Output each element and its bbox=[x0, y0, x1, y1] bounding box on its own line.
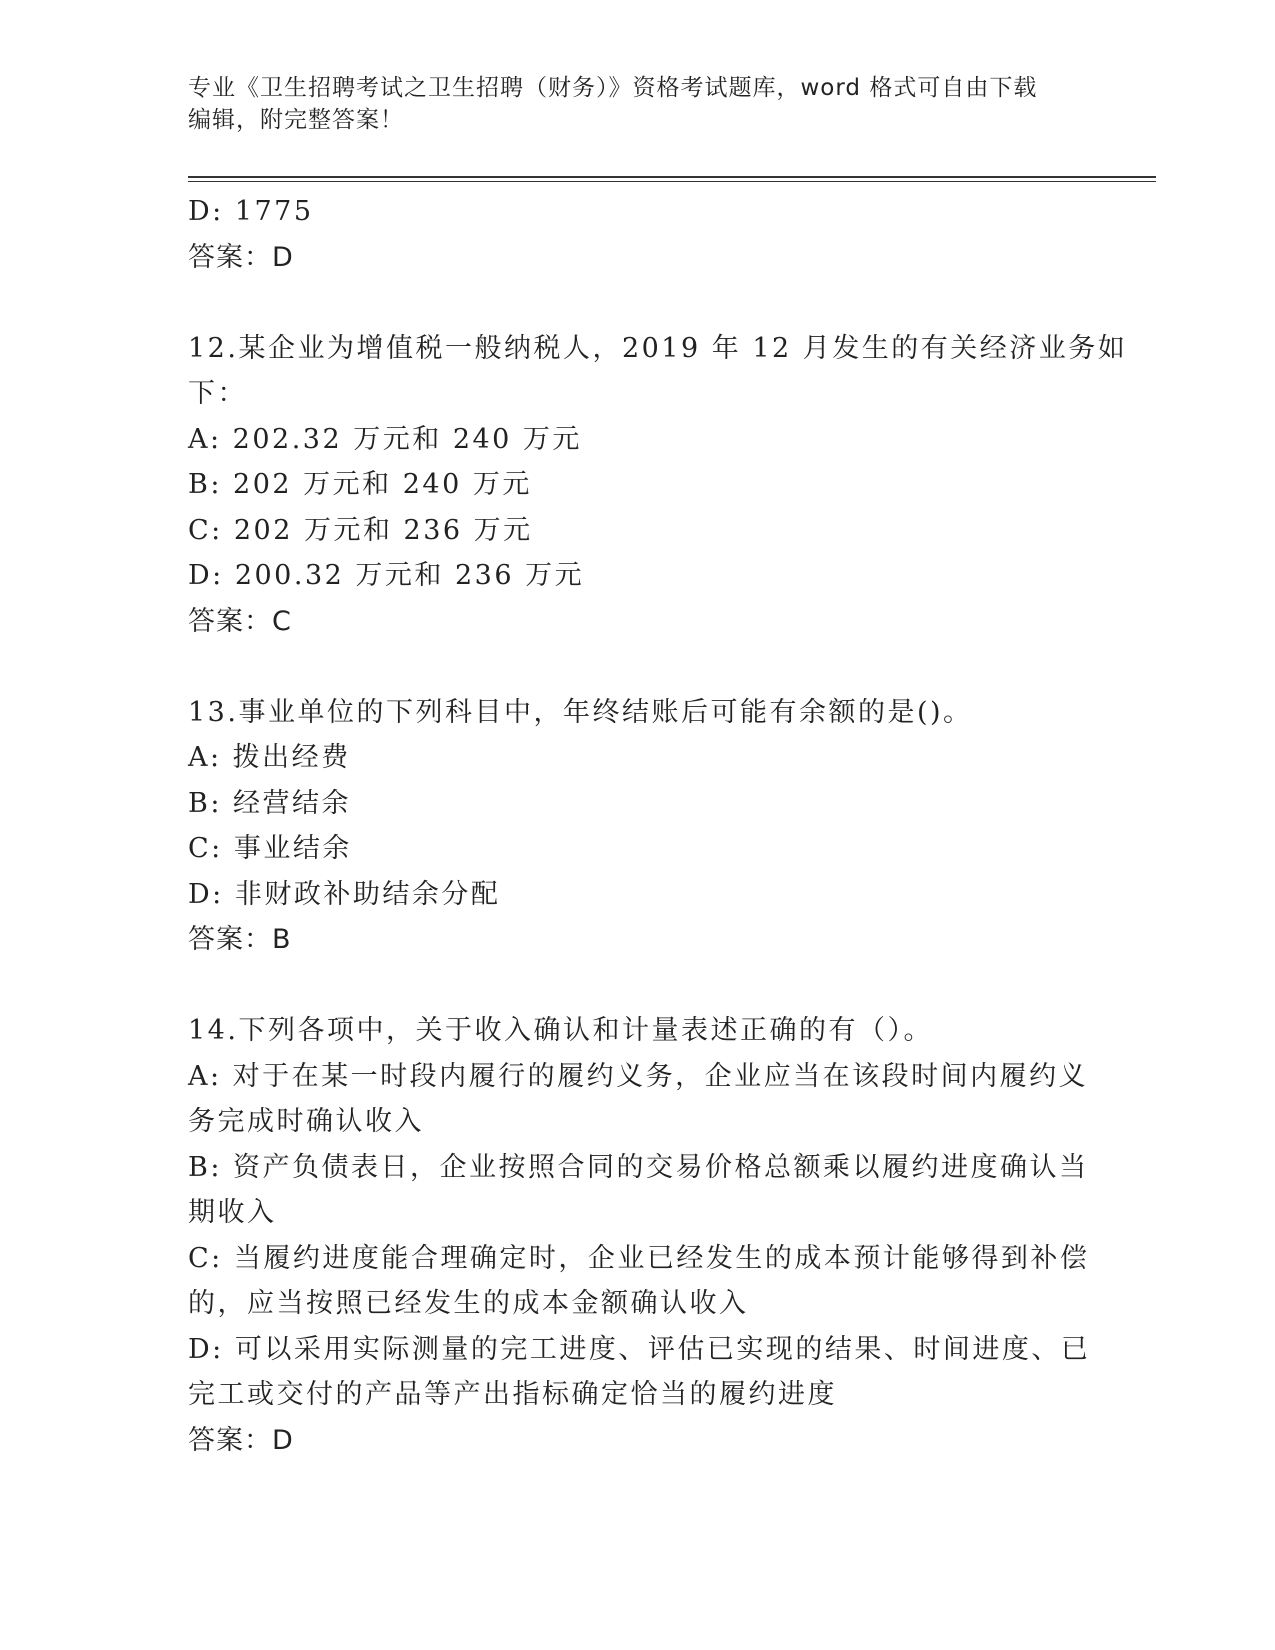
header-line-2: 编辑，附完整答案！ bbox=[188, 107, 404, 133]
question-stem-cont: 下： bbox=[188, 378, 247, 409]
question-13 bbox=[188, 690, 1088, 963]
header-line-1: 专业《卫生招聘考试之卫生招聘（财务）》资格考试题库，word 格式可自由下载 bbox=[188, 75, 1038, 101]
question-stem: 12.某企业为增值税一般纳税人，2019 年 12 月发生的有关经济业务如 bbox=[188, 332, 1128, 364]
answer-label: 答案：B bbox=[188, 924, 292, 955]
option-d: D: 非财政补助结余分配 bbox=[188, 878, 501, 910]
option-c-cont: 的，应当按照已经发生的成本金额确认收入 bbox=[188, 1288, 749, 1319]
option-b: B: 经营结余 bbox=[188, 787, 352, 819]
question-11-tail bbox=[188, 189, 1088, 280]
question-list bbox=[188, 189, 1128, 1463]
question-stem: 14.下列各项中，关于收入确认和计量表述正确的有（）。 bbox=[188, 1015, 933, 1046]
option-a: A: 202.32 万元和 240 万元 bbox=[188, 423, 582, 455]
option-b: B: 202 万元和 240 万元 bbox=[188, 469, 532, 500]
question-12 bbox=[188, 326, 1128, 645]
answer-label: 答案：D bbox=[188, 241, 294, 273]
option-a: A: 对于在某一时段内履行的履约义务，企业应当在该段时间内履约义 bbox=[188, 1060, 1089, 1092]
answer-label: 答案：D bbox=[188, 1424, 294, 1456]
header-rule-thin bbox=[188, 181, 1156, 182]
question-14 bbox=[188, 1008, 1091, 1463]
option-a-cont: 务完成时确认收入 bbox=[188, 1106, 424, 1137]
option-c: C: 202 万元和 236 万元 bbox=[188, 514, 533, 546]
option-b-cont: 期收入 bbox=[188, 1197, 277, 1228]
question-stem: 13.事业单位的下列科目中，年终结账后可能有余额的是()。 bbox=[188, 696, 973, 728]
option-d-cont: 完工或交付的产品等产出指标确定恰当的履约进度 bbox=[188, 1379, 837, 1410]
option-b: B: 资产负债表日，企业按照合同的交易价格总额乘以履约进度确认当 bbox=[188, 1151, 1089, 1183]
option-d: D: 可以采用实际测量的完工进度、评估已实现的结果、时间进度、已 bbox=[188, 1333, 1091, 1365]
option-d: D: 200.32 万元和 236 万元 bbox=[188, 560, 585, 591]
option-d: D: 1775 bbox=[188, 196, 314, 227]
option-c: C: 当履约进度能合理确定时，企业已经发生的成本预计能够得到补偿 bbox=[188, 1242, 1090, 1274]
option-a: A: 拨出经费 bbox=[188, 742, 351, 773]
answer-label: 答案：C bbox=[188, 605, 292, 637]
header-rule-thick bbox=[188, 176, 1156, 178]
option-c: C: 事业结余 bbox=[188, 833, 352, 864]
document-header bbox=[188, 72, 1078, 136]
